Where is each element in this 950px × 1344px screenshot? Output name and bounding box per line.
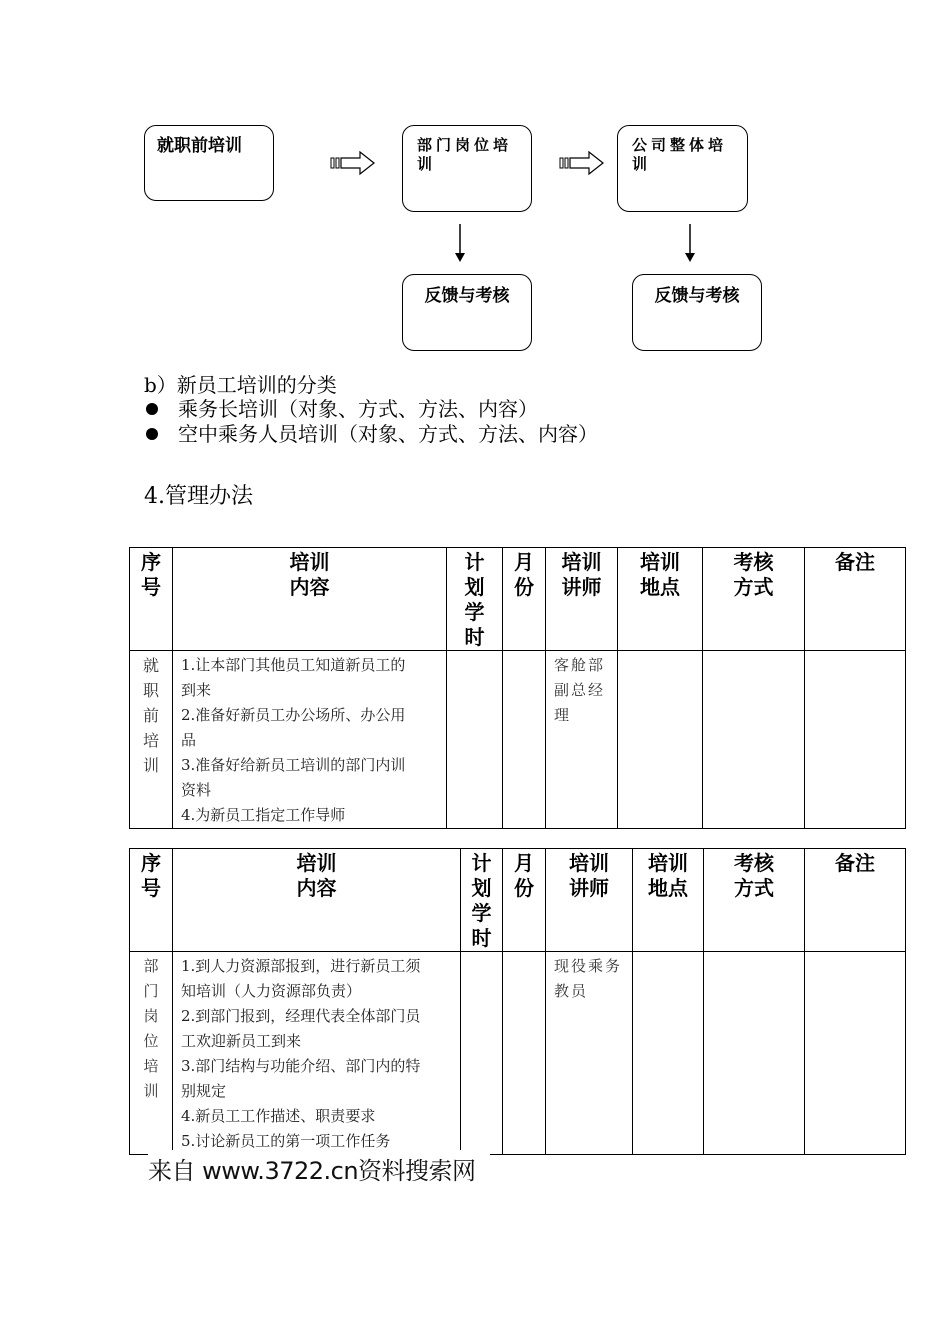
section-b-heading: b）新员工培训的分类 [144,373,337,397]
training-plan-table-2 [129,848,906,1155]
header-seq: 序 号 [130,548,173,651]
hollow-arrow-icon [559,150,605,176]
flow-box-feedback [632,274,762,351]
row-teacher: 现役乘务 教员 [546,952,633,1155]
bullet-item: 乘务长培训（对象、方式、方法、内容） [178,397,538,421]
header-assessment: 考核 方式 [703,548,805,651]
row-location [618,651,703,829]
header-teacher: 培训 讲师 [546,548,618,651]
section-4-heading: 4.管理办法 [144,484,253,509]
row-assessment [703,651,805,829]
row-location [633,952,704,1155]
flow-box-department [402,125,532,212]
row-content: 1.到人力资源部报到，进行新员工须 知培训（人力资源部负责） 2.到部门报到，经理代表全体部门员 工欢迎新员工到来 3.部门结构与功能介绍、部门内的特 别规定 4.新员工工作描述、职责要求 5.讨论新员工的第一项工作任务 [173,952,461,1155]
header-month: 月 份 [503,548,546,651]
row-month [503,952,546,1155]
flow-box-label: 反馈与考核 [424,286,510,306]
header-notes: 备注 [805,548,906,651]
header-planned-hours: 计 划 学 时 [461,849,503,952]
header-location: 培训 地点 [618,548,703,651]
flow-box-company [617,125,748,212]
row-notes [805,952,906,1155]
bullet-icon [146,403,158,415]
header-content: 培训 内容 [173,548,447,651]
row-teacher: 客舱部 副总经 理 [546,651,618,829]
row-hours [461,952,503,1155]
header-notes: 备注 [805,849,906,952]
training-plan-table-1 [129,547,906,829]
table-row [130,952,906,1155]
flow-box-label: 公司整体培 [632,136,728,154]
flow-box-pre-employment [144,125,274,201]
header-seq: 序 号 [130,849,173,952]
flow-box-feedback [402,274,532,351]
table-header-row [130,849,906,952]
source-footer: 来自 www.3722.cn资料搜索网 [148,1150,490,1192]
flow-box-label: 训 [632,155,652,173]
table-row [130,651,906,829]
header-content: 培训 内容 [173,849,461,952]
bullet-icon [146,428,158,440]
header-month: 月 份 [503,849,546,952]
bullet-item: 空中乘务人员培训（对象、方式、方法、内容） [178,422,598,446]
header-teacher: 培训 讲师 [546,849,633,952]
flow-box-label: 就职前培训 [157,136,242,156]
row-month [503,651,546,829]
down-arrow-icon [453,224,467,264]
row-notes [805,651,906,829]
row-content: 1.让本部门其他员工知道新员工的 到来 2.准备好新员工办公场所、办公用 品 3.准备好给新员工培训的部门内训 资料 4.为新员工指定工作导师 [173,651,447,829]
row-seq: 部 门 岗 位 培 训 [130,952,173,1155]
flow-box-label: 部门岗位培 [417,136,513,154]
down-arrow-icon [683,224,697,264]
hollow-arrow-icon [330,150,376,176]
row-seq: 就 职 前 培 训 [130,651,173,829]
header-planned-hours: 计 划 学 时 [447,548,503,651]
header-assessment: 考核 方式 [704,849,805,952]
table-header-row [130,548,906,651]
header-location: 培训 地点 [633,849,704,952]
flow-box-label: 反馈与考核 [654,286,740,306]
flow-box-label: 训 [417,155,437,173]
row-assessment [704,952,805,1155]
row-hours [447,651,503,829]
